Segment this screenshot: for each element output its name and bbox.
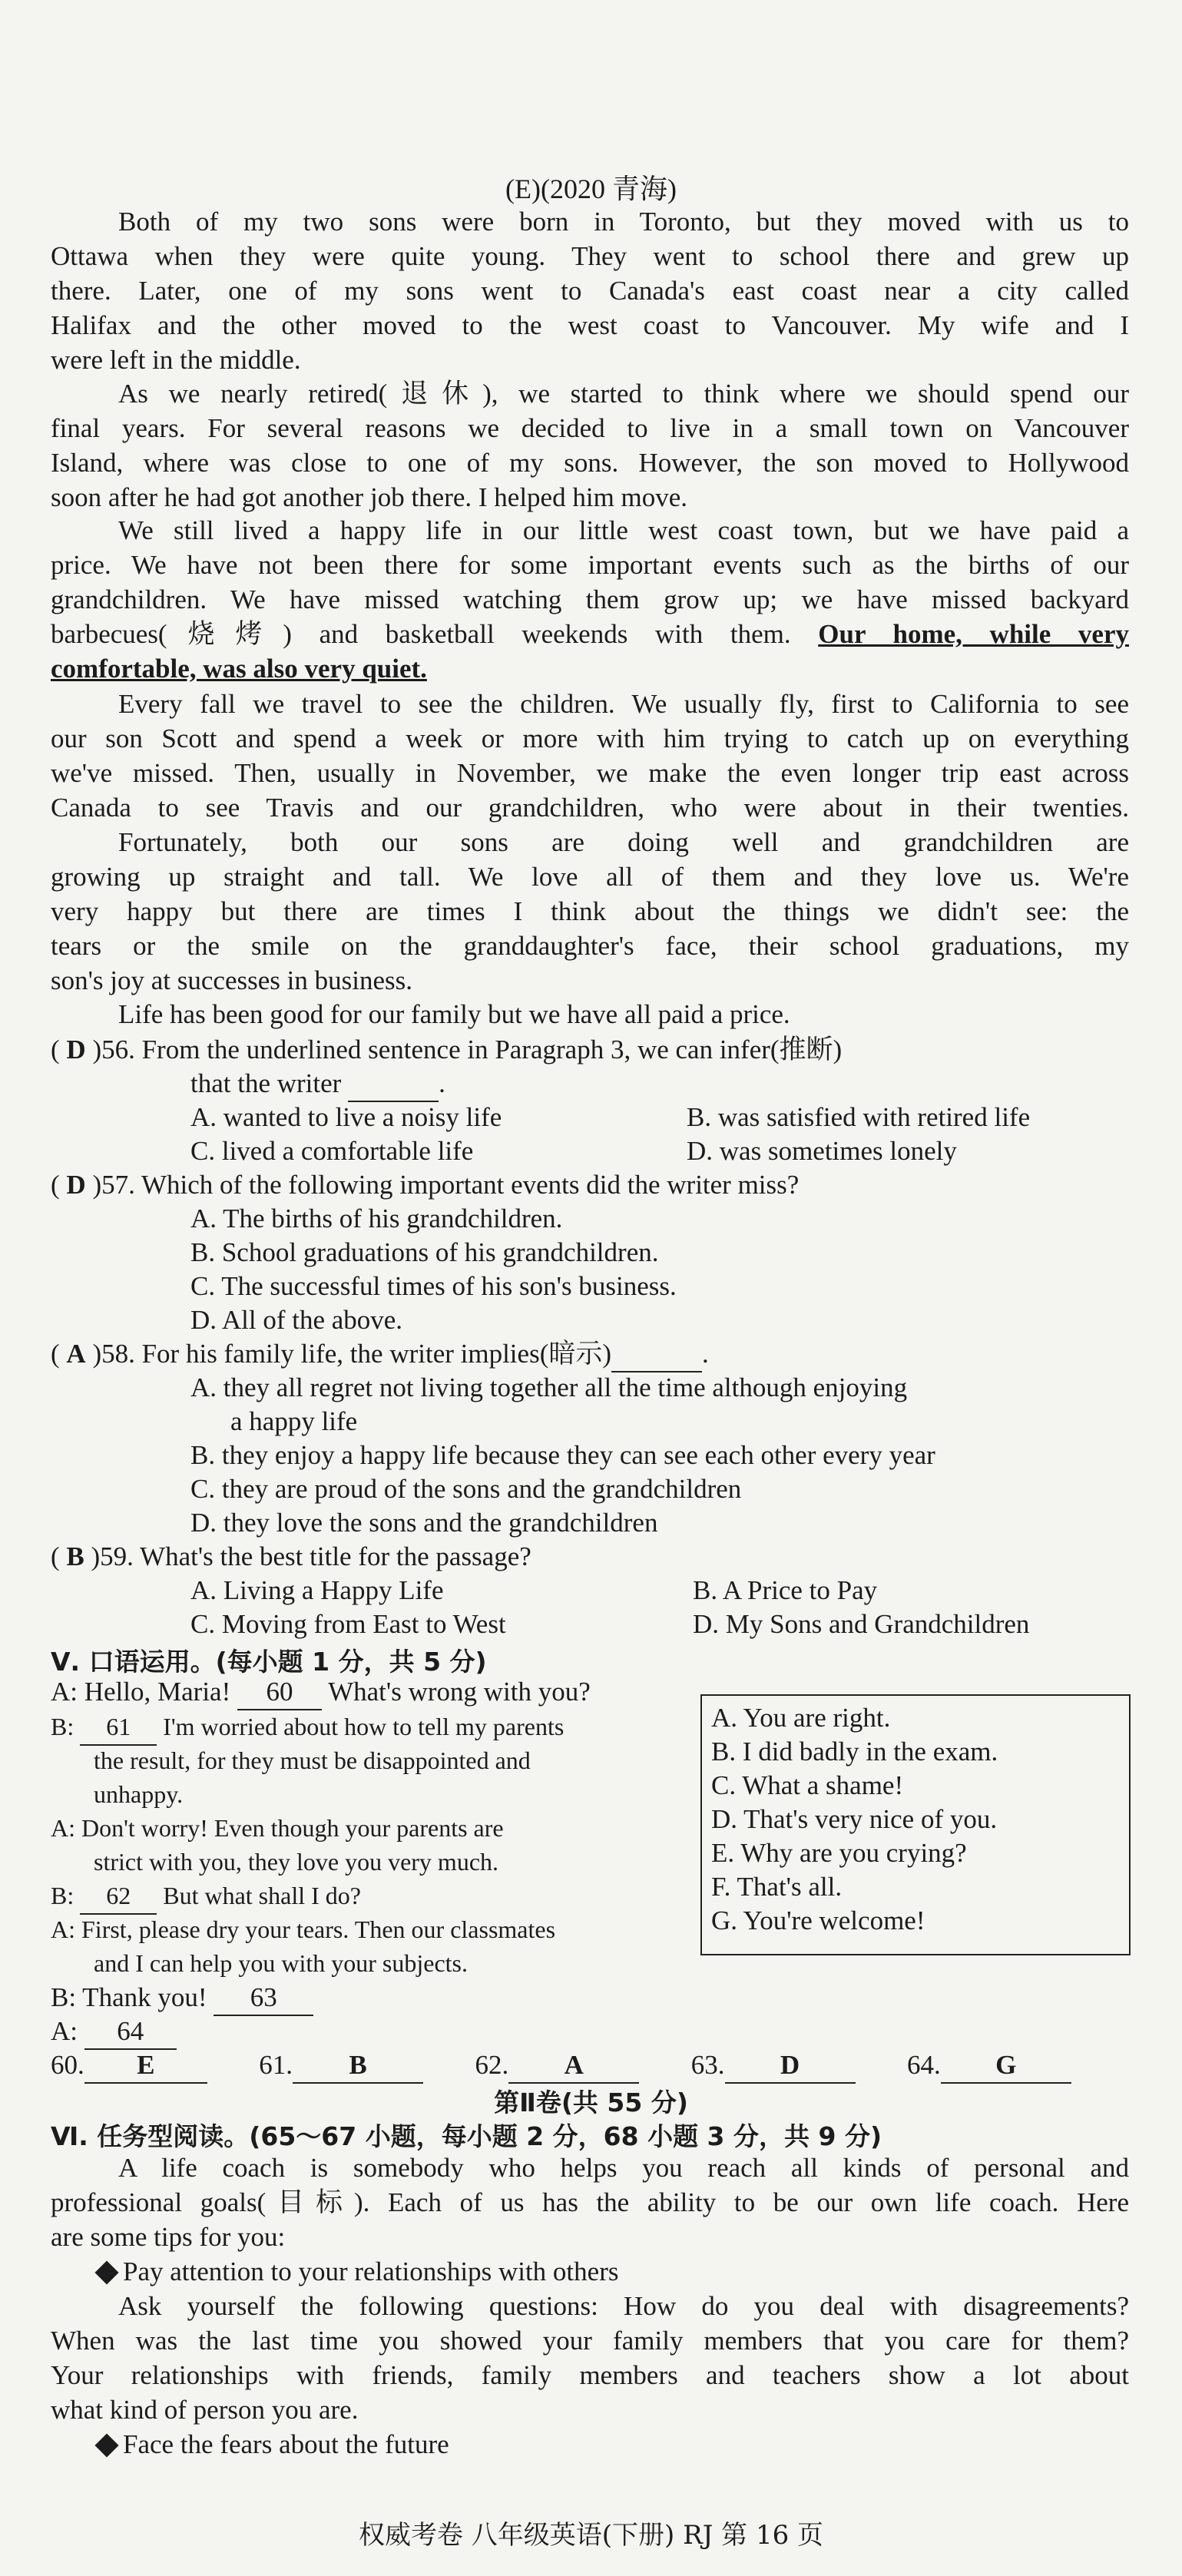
stem-text: that the writer	[190, 1068, 342, 1098]
answer-number: 60.	[51, 2050, 84, 2080]
paragraph-4	[51, 687, 1129, 825]
option: C. The successful times of his son's business.	[190, 1271, 677, 1301]
text-line: soon after he had got another job there. I helped him move.	[51, 482, 688, 512]
text-line: tears or the smile on the granddaughter's face, their school graduations, my	[51, 931, 1129, 961]
dialogue-text: I'm worried about how to tell my parents	[163, 1713, 565, 1740]
text-line	[51, 617, 1129, 651]
answer-62: A	[508, 2048, 639, 2084]
option: A. wanted to live a noisy life	[190, 1102, 502, 1132]
answer: D	[66, 1035, 86, 1065]
option: A. Living a Happy Life	[190, 1575, 444, 1605]
answer-number: 63.	[690, 2050, 725, 2080]
text-line: As we nearly retired(退休), we started to think where we should spend our	[118, 379, 1129, 409]
text-line: Both of my two sons were born in Toronto, but they moved with us to	[118, 207, 1129, 237]
section-5-heading: Ⅴ. 口语运用。(每小题 1 分，共 5 分)	[51, 1647, 487, 1677]
dialogue-text: What's wrong with you?	[328, 1677, 591, 1707]
option: D. My Sons and Grandchildren	[693, 1609, 1030, 1639]
box-option: B. I did badly in the exam.	[711, 1737, 998, 1766]
dialogue-text: B: Thank you!	[51, 1982, 207, 2012]
text-line: We still lived a happy life in our little west coast town, but we have paid a	[118, 515, 1129, 545]
question-59: ( B )59. What's the best title for the passage?	[51, 1541, 531, 1571]
underlined-sentence: Our home, while very	[818, 619, 1129, 649]
dialogue-text: A: Hello, Maria!	[51, 1677, 231, 1707]
answer: A	[66, 1339, 86, 1369]
section-6-paragraph-2	[51, 2289, 1129, 2427]
option: C. lived a comfortable life	[190, 1136, 474, 1166]
answer-blank	[348, 1066, 439, 1102]
answer-61: B	[293, 2048, 423, 2084]
blank-64: 64	[84, 2014, 177, 2050]
box-option: D. That's very nice of you.	[711, 1804, 998, 1834]
dialogue-text: B:	[51, 1713, 74, 1740]
answer-row	[51, 2048, 1071, 2084]
dialogue-line	[51, 1674, 591, 1710]
text-line: Canada to see Travis and our grandchildren, who were about in their twenties.	[51, 793, 1129, 823]
option: B. School graduations of his grandchildren.	[190, 1237, 659, 1267]
paragraph-2	[51, 376, 1129, 515]
blank-62: 62	[80, 1879, 157, 1915]
tip-2	[92, 2427, 449, 2462]
diamond-bullet-icon	[94, 2261, 118, 2285]
text-line: there. Later, one of my sons went to Canada's east coast near a city called	[51, 276, 1129, 306]
text-line: very happy but there are times I think about the things we didn't see: the	[51, 896, 1129, 926]
question-56: ( D )56. From the underlined sentence in Paragraph 3, we can infer(推断)	[51, 1035, 843, 1065]
text-line: When was the last time you showed your family members that you care for them?	[51, 2326, 1129, 2356]
text-line: we've missed. Then, usually in November, we make the even longer trip east across	[51, 758, 1129, 788]
option: D. they love the sons and the grandchildren	[190, 1508, 658, 1538]
dialogue-line	[51, 1879, 361, 1915]
option-cont: a happy life	[230, 1406, 358, 1436]
text-line: son's joy at successes in business.	[51, 965, 412, 995]
answer-63: D	[725, 2048, 856, 2084]
option: C. Moving from East to West	[190, 1609, 506, 1639]
box-option: A. You are right.	[711, 1703, 891, 1733]
text-line: our son Scott and spend a week or more with him trying to catch up on everything	[51, 723, 1129, 753]
dialogue-line: A: Don't worry! Even though your parents are	[51, 1814, 504, 1842]
question-number: 59	[100, 1541, 127, 1571]
text-line: Island, where was close to one of my sons. However, the son moved to Hollywood	[51, 448, 1129, 478]
answer-blank	[611, 1336, 702, 1372]
option: A. The births of his grandchildren.	[190, 1204, 563, 1233]
paragraph-3	[51, 513, 1129, 686]
question-stem: From the underlined sentence in Paragraph 3, we can infer(推断)	[141, 1035, 843, 1065]
paragraph-1	[51, 204, 1129, 377]
blank-63: 63	[214, 1980, 313, 2016]
text-line: final years. For several reasons we decided to live in a small town on Vancouver	[51, 413, 1129, 443]
question-58: ( A )58. For his family life, the writer implies(暗示) .	[51, 1336, 709, 1372]
text-line: price. We have not been there for some important events such as the births of our	[51, 550, 1129, 580]
dialogue-text: But what shall I do?	[163, 1882, 361, 1909]
blank-60: 60	[237, 1674, 322, 1710]
box-option: G. You're welcome!	[711, 1906, 925, 1935]
answer-number: 62.	[475, 2050, 509, 2080]
question-stem: What's the best title for the passage?	[140, 1541, 531, 1571]
question-57: ( D )57. Which of the following important events did the writer miss?	[51, 1170, 800, 1200]
text-line: professional goals(目标). Each of us has the ability to be our own life coach. Here	[51, 2187, 1129, 2217]
text-line: Halifax and the other moved to the west coast to Vancouver. My wife and I	[51, 310, 1129, 340]
answer: D	[66, 1170, 86, 1200]
question-stem: Which of the following important events did the writer miss?	[141, 1170, 800, 1200]
answer-64: G	[941, 2048, 1071, 2084]
option: B. was satisfied with retired life	[687, 1102, 1031, 1132]
paragraph-5	[51, 825, 1129, 998]
part-2-heading: 第Ⅱ卷(共 55 分)	[494, 2088, 688, 2117]
question-number: 58	[101, 1339, 129, 1369]
dialogue-line: the result, for they must be disappointed and	[94, 1747, 531, 1774]
question-number: 56	[101, 1035, 129, 1065]
answer: B	[66, 1541, 84, 1571]
question-stem: For his family life, the writer implies(暗示)	[141, 1339, 612, 1369]
text-line: were left in the middle.	[51, 345, 301, 375]
dialogue-line: unhappy.	[94, 1780, 184, 1808]
question-number: 57	[101, 1170, 129, 1200]
text-line: what kind of person you are.	[51, 2395, 359, 2425]
text-segment: barbecues(烧烤) and basketball weekends with them.	[51, 619, 791, 649]
passage-title: (E)(2020 青海)	[505, 174, 677, 204]
blank-61: 61	[80, 1710, 157, 1746]
dialogue-text: B:	[51, 1882, 74, 1909]
answer-number: 61.	[259, 2050, 293, 2080]
dialogue-line	[51, 1710, 564, 1746]
answer-number: 64.	[907, 2050, 941, 2080]
text-line: A life coach is somebody who helps you reach all kinds of personal and	[118, 2153, 1129, 2183]
diamond-bullet-icon	[94, 2434, 118, 2458]
dialogue-line	[51, 2014, 177, 2050]
question-stem-cont: that the writer .	[190, 1066, 445, 1102]
option: D. was sometimes lonely	[687, 1136, 957, 1166]
tip-1	[92, 2254, 618, 2289]
option: B. they enjoy a happy life because they can see each other every year	[190, 1440, 935, 1470]
section-6-heading: Ⅵ. 任务型阅读。(65～67 小题，每小题 2 分，68 小题 3 分，共 9 分)	[51, 2121, 882, 2151]
dialogue-line	[51, 1980, 313, 2016]
tip-text: Face the fears about the future	[123, 2429, 449, 2459]
text-line: Your relationships with friends, family members and teachers show a lot about	[51, 2360, 1129, 2390]
dialogue-line: A: First, please dry your tears. Then our classmates	[51, 1915, 556, 1943]
dialogue-line: strict with you, they love you very much.	[94, 1848, 499, 1876]
section-6-paragraph-1	[51, 2151, 1129, 2254]
dialogue-text: A:	[51, 2016, 78, 2046]
box-option: F. That's all.	[711, 1872, 843, 1902]
option: B. A Price to Pay	[693, 1575, 878, 1605]
tip-text: Pay attention to your relationships with others	[123, 2256, 619, 2286]
answer-60: E	[84, 2048, 207, 2084]
box-option: C. What a shame!	[711, 1770, 904, 1800]
option: D. All of the above.	[190, 1305, 403, 1335]
dialogue-line: and I can help you with your subjects.	[94, 1949, 468, 1977]
text-line: Fortunately, both our sons are doing well and grandchildren are	[118, 827, 1129, 857]
page-footer: 权威考卷 八年级英语(下册) RJ 第 16 页	[358, 2520, 824, 2551]
text-line	[51, 651, 1129, 686]
option: A. they all regret not living together all the time although enjoying	[190, 1372, 908, 1402]
box-option: E. Why are you crying?	[711, 1838, 967, 1868]
text-line: Every fall we travel to see the children. We usually fly, first to California to see	[118, 689, 1129, 719]
text-line: grandchildren. We have missed watching them grow up; we have missed backyard	[51, 584, 1129, 614]
option: C. they are proud of the sons and the grandchildren	[190, 1474, 742, 1504]
text-line: Ottawa when they were quite young. They went to school there and grew up	[51, 241, 1129, 271]
underlined-sentence: comfortable, was also very quiet.	[51, 654, 427, 684]
paragraph-6: Life has been good for our family but we have all paid a price.	[118, 999, 790, 1029]
text-line: are some tips for you:	[51, 2222, 286, 2252]
text-line: growing up straight and tall. We love all of them and they love us. We're	[51, 862, 1129, 892]
text-line: Ask yourself the following questions: How do you deal with disagreements?	[118, 2291, 1129, 2321]
